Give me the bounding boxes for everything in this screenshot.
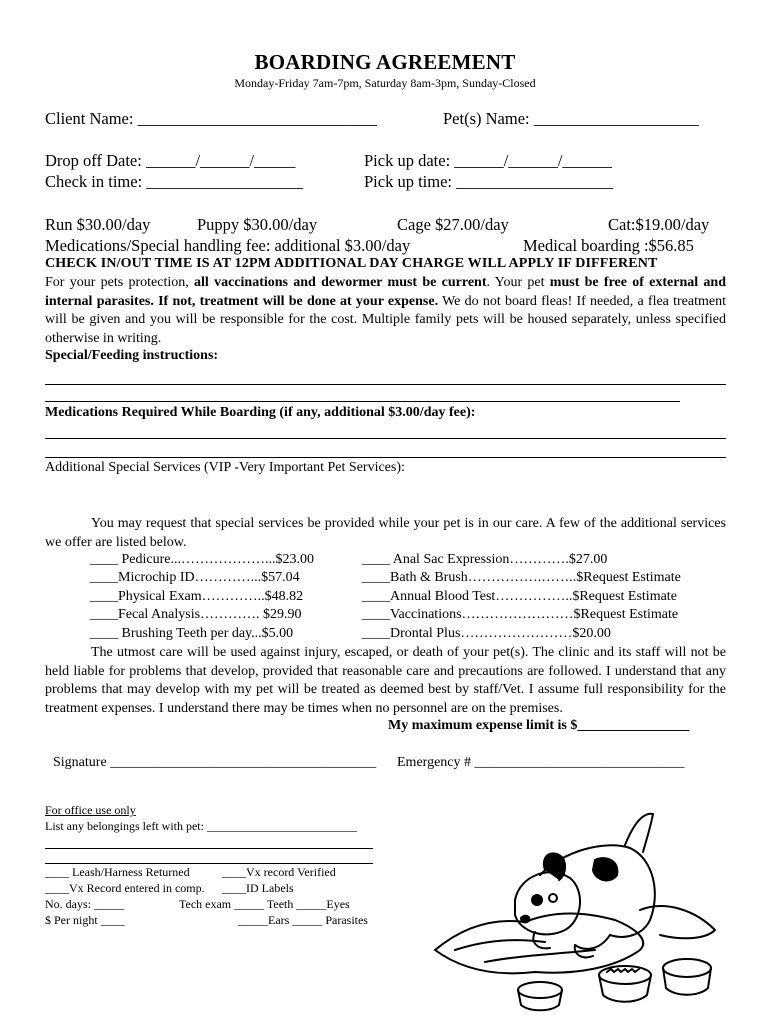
rate-puppy: Puppy $30.00/day	[197, 215, 318, 234]
belongings-line-2[interactable]	[45, 863, 373, 864]
belongings-field[interactable]: List any belongings left with pet: _________________________	[45, 819, 357, 833]
service-blood-test[interactable]: ____Annual Blood Test……………..$Request Estimate	[362, 589, 677, 604]
per-night-field[interactable]: $ Per night ____	[45, 913, 125, 927]
drop-off-date-field[interactable]: Drop off Date: ______/______/_____	[45, 151, 296, 170]
page-title: BOARDING AGREEMENT	[254, 50, 516, 74]
medications-label: Medications Required While Boarding (if any, additional $3.00/day fee):	[45, 405, 476, 420]
service-microchip[interactable]: ____Microchip ID…………...$57.04	[90, 570, 300, 585]
pick-up-time-field[interactable]: Pick up time: ___________________	[364, 172, 613, 191]
medications-line-2[interactable]	[45, 457, 726, 458]
service-pedicure[interactable]: ____ Pedicure...………………...$23.00	[90, 552, 314, 567]
service-bath-brush[interactable]: ____Bath & Brush…………….……..$Request Estimate	[362, 570, 681, 585]
policy-parasite-text: must be free of external and internal parasites. If not, treatment will be done at your expense.	[45, 275, 727, 309]
service-fecal-analysis[interactable]: ____Fecal Analysis…………. $29.90	[90, 607, 302, 622]
service-physical-exam[interactable]: ____Physical Exam…………..$48.82	[90, 589, 304, 604]
rate-run: Run $30.00/day	[45, 215, 151, 234]
pet-name-field[interactable]: Pet(s) Name: ____________________	[443, 109, 699, 128]
policy-paragraph	[45, 274, 726, 348]
medications-fee: Medications/Special handling fee: additional $3.00/day	[45, 236, 411, 255]
leash-returned-check[interactable]: ____ Leash/Harness Returned	[45, 865, 190, 879]
medical-boarding-rate: Medical boarding :$56.85	[523, 236, 694, 255]
office-use-heading: For office use only	[45, 803, 136, 817]
additional-services-label: Additional Special Services (VIP -Very Important Pet Services):	[45, 460, 405, 475]
belongings-line-1[interactable]	[45, 848, 373, 849]
feeding-line-2[interactable]	[45, 401, 680, 402]
service-anal-sac[interactable]: ____ Anal Sac Expression………….$27.00	[362, 552, 608, 567]
policy-text: We do not board fleas! If needed, a flea treatment will be given and you will be responsible for the cost. Multiple family pets will be housed separately, unless specified otherwise in writing.	[45, 293, 726, 346]
vx-entered-check[interactable]: ____Vx Record entered in comp.	[45, 881, 205, 895]
check-in-time-field[interactable]: Check in time: ___________________	[45, 172, 304, 191]
pick-up-date-field[interactable]: Pick up date: ______/______/______	[364, 151, 612, 170]
policy-text: . Your pet	[486, 275, 550, 290]
signature-field[interactable]: Signature ______________________________________	[53, 755, 377, 770]
policy-vaccination-text: all vaccinations and dewormer must be current	[194, 275, 487, 290]
expense-limit-field[interactable]: My maximum expense limit is $________________	[388, 718, 690, 733]
service-drontal-plus[interactable]: ____Drontal Plus……………………$20.00	[362, 626, 611, 641]
policy-text: For your pets protection,	[45, 275, 195, 290]
rate-cat: Cat:$19.00/day	[608, 215, 710, 234]
tech-exam-field[interactable]: Tech exam _____ Teeth _____Eyes	[179, 897, 350, 911]
id-labels-check[interactable]: ____ID Labels	[222, 881, 294, 895]
service-vaccinations[interactable]: ____Vaccinations……………………$Request Estimate	[362, 607, 679, 622]
feeding-instructions-label: Special/Feeding instructions:	[45, 348, 219, 363]
feeding-line-1[interactable]	[45, 384, 726, 385]
services-intro: You may request that special services be provided while your pet is in our care. A few of the additional services we offer are listed below.	[45, 516, 726, 550]
vx-verified-check[interactable]: ____Vx record Verified	[222, 865, 336, 879]
checkout-notice: CHECK IN/OUT TIME IS AT 12PM ADDITIONAL DAY CHARGE WILL APPLY IF DIFFERENT	[45, 256, 658, 271]
service-brushing-teeth[interactable]: ____ Brushing Teeth per day...$5.00	[90, 626, 294, 641]
client-name-field[interactable]: Client Name: _____________________________	[45, 109, 377, 128]
no-days-field[interactable]: No. days: _____	[45, 897, 124, 911]
emergency-number-field[interactable]: Emergency # ______________________________	[397, 755, 685, 770]
business-hours: Monday-Friday 7am-7pm, Saturday 8am-3pm, Sunday-Closed	[234, 76, 536, 90]
dog-illustration	[425, 800, 730, 1020]
liability-paragraph: The utmost care will be used against injury, escaped, or death of your pet(s). The clinic and its staff will not be held liable for problems that develop, provided that reasonable care and precautions are followed. I understand that any problems that may develop with my pet will be treated as deemed best by staff/Vet. I assume full responsibility for the treatment expenses. I understand there may be times when no personnel are on the premises.	[45, 645, 726, 716]
medications-line-1[interactable]	[45, 438, 726, 439]
ears-parasites-field[interactable]: _____Ears _____ Parasites	[238, 913, 368, 927]
rate-cage: Cage $27.00/day	[397, 215, 509, 234]
